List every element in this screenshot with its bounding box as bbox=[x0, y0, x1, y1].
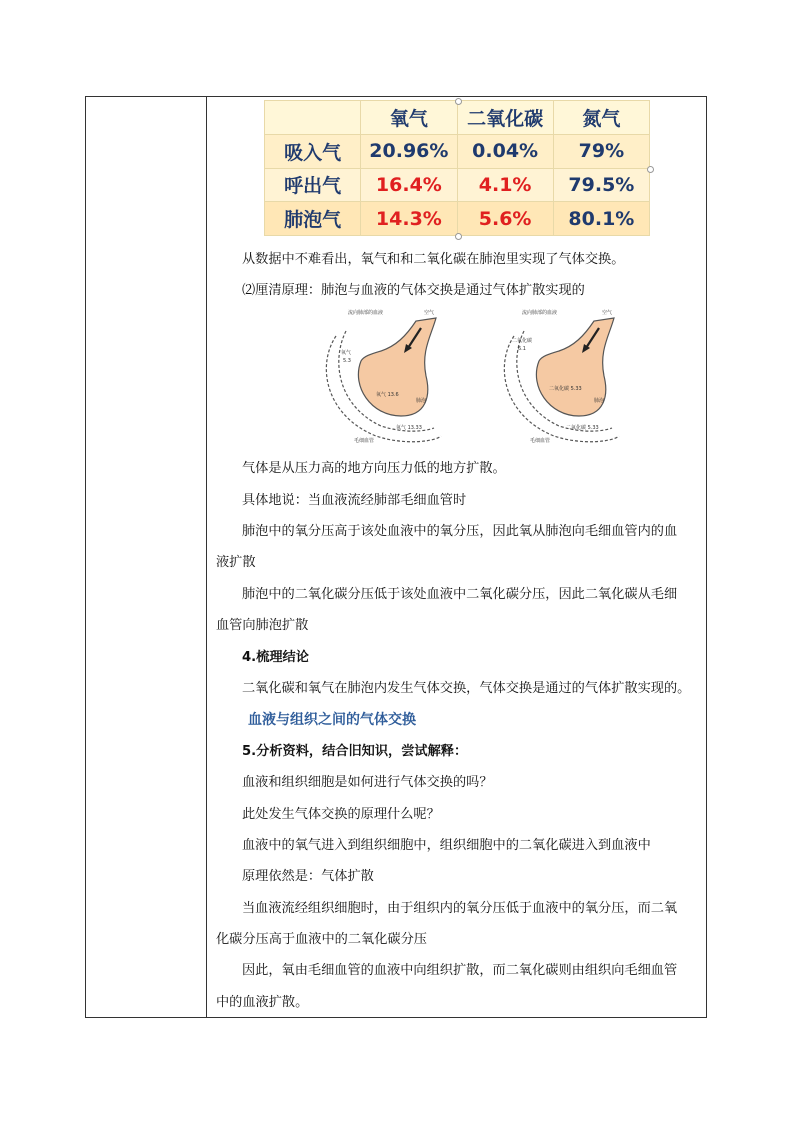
cell-n2: 79.5% bbox=[553, 168, 649, 202]
diagram-side-label: 二氧化碳 bbox=[512, 338, 533, 344]
alveolus-co2-diagram bbox=[494, 306, 624, 446]
cell-co2: 4.1% bbox=[457, 168, 553, 202]
paragraph: 此处发生气体交换的原理什么呢？ bbox=[242, 807, 440, 822]
paragraph-continuation: 血管向肺泡扩散 bbox=[216, 618, 309, 633]
diagram-capillary-label: 毛细血管 bbox=[354, 438, 375, 444]
gas-composition-table bbox=[264, 100, 650, 236]
paragraph: 因此，氧由毛细血管的血液中向组织扩散，而二氧化碳则由组织向毛细血管 bbox=[242, 963, 678, 978]
image-resize-handle[interactable] bbox=[647, 166, 654, 173]
paragraph: 当血液流经组织细胞时，由于组织内的氧分压低于血液中的氧分压，而二氧 bbox=[242, 901, 678, 916]
diagram-top-label: 流向肺部的血液 bbox=[348, 310, 384, 316]
image-resize-handle[interactable] bbox=[455, 98, 462, 105]
diagram-alveolus-label: 肺泡 bbox=[594, 398, 605, 404]
paragraph: 具体地说：当血液流经肺部毛细血管时 bbox=[242, 493, 467, 508]
paragraph: 肺泡中的二氧化碳分压低于该处血液中二氧化碳分压，因此二氧化碳从毛细 bbox=[242, 587, 678, 602]
cell-n2: 79% bbox=[553, 134, 649, 168]
diagram-alveolus-label: 肺泡 bbox=[416, 398, 427, 404]
paragraph-continuation: 中的血液扩散。 bbox=[216, 995, 309, 1010]
paragraph-continuation: 化碳分压高于血液中的二氧化碳分压 bbox=[216, 932, 427, 947]
paragraph: 从数据中不难看出，氧气和和二氧化碳在肺泡里实现了气体交换。 bbox=[242, 252, 625, 267]
diagram-capillary-label: 毛细血管 bbox=[530, 438, 551, 444]
image-resize-handle[interactable] bbox=[455, 233, 462, 240]
diagram-side-label: 氧气 bbox=[341, 350, 352, 356]
diagram-bottom-label: 氧气 13.33 bbox=[396, 425, 422, 431]
paragraph-continuation: 液扩散 bbox=[216, 555, 256, 570]
table-row bbox=[265, 134, 650, 168]
header-nitrogen: 氮气 bbox=[553, 101, 649, 135]
table-row bbox=[265, 202, 650, 236]
table-row bbox=[265, 168, 650, 202]
paragraph: 二氧化碳和氧气在肺泡内发生气体交换，气体交换是通过的气体扩散实现的。 bbox=[242, 681, 691, 696]
section-title: 4.梳理结论 bbox=[242, 650, 309, 665]
cell-co2: 0.04% bbox=[457, 134, 553, 168]
section-title: 5.分析资料，结合旧知识，尝试解释： bbox=[242, 744, 468, 759]
paragraph: ⑵厘清原理：肺泡与血液的气体交换是通过气体扩散实现的 bbox=[242, 283, 585, 298]
header-oxygen: 氧气 bbox=[361, 101, 457, 135]
diagram-inner-label: 二氧化碳 5.33 bbox=[549, 386, 582, 392]
cell-o2: 14.3% bbox=[361, 202, 457, 236]
diagram-air-label: 空气 bbox=[602, 310, 613, 316]
paragraph: 气体是从压力高的地方向压力低的地方扩散。 bbox=[242, 461, 506, 476]
column-divider bbox=[206, 96, 207, 1018]
header-co2: 二氧化碳 bbox=[457, 101, 553, 135]
diagram-inner-label: 氧气 13.6 bbox=[376, 392, 399, 398]
section-heading: 血液与组织之间的气体交换 bbox=[248, 712, 416, 728]
paragraph: 原理依然是：气体扩散 bbox=[242, 869, 374, 884]
diagram-side-value: 5.3 bbox=[343, 358, 351, 364]
cell-o2: 16.4% bbox=[361, 168, 457, 202]
row-label: 吸入气 bbox=[265, 134, 361, 168]
diagram-bottom-label: 二氧化碳 5.33 bbox=[566, 425, 599, 431]
paragraph: 血液中的氧气进入到组织细胞中，组织细胞中的二氧化碳进入到血液中 bbox=[242, 838, 651, 853]
paragraph: 血液和组织细胞是如何进行气体交换的吗？ bbox=[242, 775, 493, 790]
diagram-top-label: 流向肺部的血液 bbox=[522, 310, 558, 316]
alveolus-oxygen-diagram bbox=[316, 306, 446, 446]
cell-n2: 80.1% bbox=[553, 202, 649, 236]
row-label: 呼出气 bbox=[265, 168, 361, 202]
diagram-side-value: 6.1 bbox=[518, 346, 526, 352]
cell-co2: 5.6% bbox=[457, 202, 553, 236]
cell-o2: 20.96% bbox=[361, 134, 457, 168]
diagram-air-label: 空气 bbox=[424, 310, 435, 316]
table-corner bbox=[265, 101, 361, 135]
row-label: 肺泡气 bbox=[265, 202, 361, 236]
paragraph: 肺泡中的氧分压高于该处血液中的氧分压，因此氧从肺泡向毛细血管内的血 bbox=[242, 524, 678, 539]
